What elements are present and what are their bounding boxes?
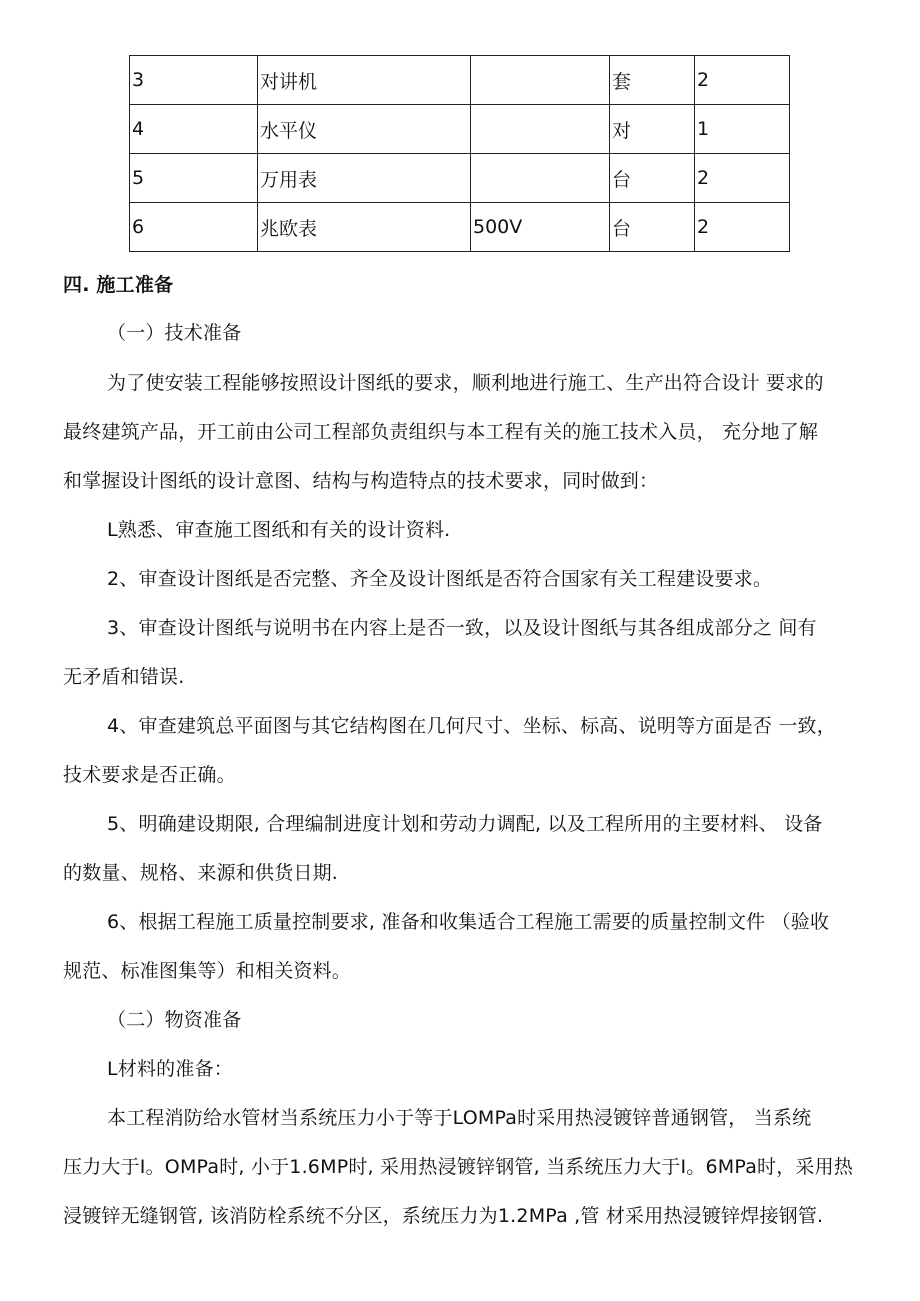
subsection-title-technical: （一）技术准备 — [107, 322, 242, 344]
list-item-6-continued: 规范、标准图集等）和相关资料。 — [63, 960, 352, 982]
equipment-unit: 套 — [610, 56, 695, 105]
subsection-title-materials: （二）物资准备 — [107, 1009, 242, 1031]
list-item-5-continued: 的数量、规格、来源和供货日期. — [63, 862, 339, 884]
row-number: 5 — [130, 154, 258, 203]
row-number: 6 — [130, 203, 258, 252]
list-item-4: 4、审查建筑总平面图与其它结构图在几何尺寸、坐标、标高、说明等方面是否 一致， — [107, 715, 836, 737]
equipment-name: 万用表 — [258, 154, 471, 203]
intro-paragraph-line: 为了使安装工程能够按照设计图纸的要求，顺利地进行施工、生产出符合设计 要求的 — [107, 372, 824, 394]
list-item-4-continued: 技术要求是否正确。 — [63, 764, 236, 786]
list-item-3-continued: 无矛盾和错误. — [63, 666, 185, 688]
list-item-1: L熟悉、审查施工图纸和有关的设计资料. — [107, 519, 451, 541]
equipment-spec — [471, 56, 610, 105]
list-item-2: 2、审查设计图纸是否完整、齐全及设计图纸是否符合国家有关工程建设要求。 — [107, 568, 773, 590]
equipment-name: 兆欧表 — [258, 203, 471, 252]
list-item-5: 5、明确建设期限, 合理编制进度计划和劳动力调配, 以及工程所用的主要材料、 设备 — [107, 813, 823, 835]
equipment-unit: 对 — [610, 105, 695, 154]
materials-paragraph-line: 本工程消防给水管材当系统压力小于等于LOMPa时采用热浸镀锌普通钢管， 当系统 — [107, 1107, 812, 1129]
list-item-3: 3、审查设计图纸与说明书在内容上是否一致，以及设计图纸与其各组成部分之 间有 — [107, 617, 817, 639]
equipment-quantity: 2 — [695, 154, 790, 203]
table-row — [130, 203, 790, 252]
section-heading: 四. 施工准备 — [63, 274, 174, 296]
materials-paragraph-line: 浸镀锌无缝钢管, 该消防栓系统不分区，系统压力为1.2MPa ,管 材采用热浸镀锌焊接钢管. — [63, 1205, 824, 1227]
equipment-name: 对讲机 — [258, 56, 471, 105]
materials-title: L材料的准备： — [107, 1058, 233, 1080]
table-row — [130, 154, 790, 203]
equipment-spec — [471, 154, 610, 203]
table-row — [130, 105, 790, 154]
equipment-quantity: 2 — [695, 56, 790, 105]
row-number: 4 — [130, 105, 258, 154]
equipment-quantity: 2 — [695, 203, 790, 252]
row-number: 3 — [130, 56, 258, 105]
equipment-table — [129, 55, 790, 252]
equipment-unit: 台 — [610, 203, 695, 252]
equipment-name: 水平仪 — [258, 105, 471, 154]
list-item-6: 6、根据工程施工质量控制要求, 准备和收集适合工程施工需要的质量控制文件 （验收 — [107, 911, 830, 933]
equipment-spec: 500V — [471, 203, 610, 252]
equipment-spec — [471, 105, 610, 154]
equipment-unit: 台 — [610, 154, 695, 203]
materials-paragraph-line: 压力大于I。OMPa时, 小于1.6MP时, 采用热浸镀锌钢管, 当系统压力大于I。6MPa时，采用热 — [63, 1156, 854, 1178]
equipment-quantity: 1 — [695, 105, 790, 154]
table-row — [130, 56, 790, 105]
intro-paragraph-line: 最终建筑产品，开工前由公司工程部负责组织与本工程有关的施工技术入员， 充分地了解 — [63, 421, 819, 443]
intro-paragraph-line: 和掌握设计图纸的设计意图、结构与构造特点的技术要求，同时做到： — [63, 470, 659, 492]
